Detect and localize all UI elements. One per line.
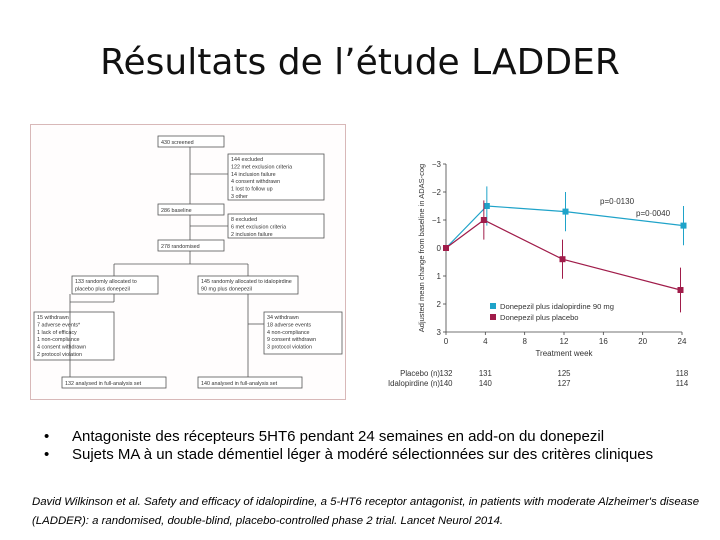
series-line	[446, 220, 681, 290]
excluded-text: 3 other	[231, 194, 248, 200]
y-tick-label: −2	[431, 188, 441, 197]
x-tick-label: 0	[443, 337, 449, 346]
bullet-text: Sujets MA à un stade démentiel léger à modéré sélectionnées sur des critères cliniques	[72, 446, 654, 463]
data-point	[678, 287, 684, 293]
at-risk-label: Idalopirdine (n)	[387, 379, 440, 388]
excluded-text: 144 excluded	[231, 157, 264, 163]
at-risk-label: Placebo (n)	[400, 369, 440, 378]
idalo-analysed-text: 140 analysed in full-analysis set	[201, 381, 278, 387]
screened-text: 430 screened	[161, 140, 194, 146]
adas-cog-chart	[346, 124, 695, 400]
placebo-withdrawn-text: 4 consent withdrawn	[37, 344, 87, 351]
idalo-withdrawn-text: 3 protocol violation	[267, 344, 312, 351]
legend-label: Donepezil plus placebo	[500, 313, 579, 322]
data-point	[560, 256, 566, 262]
idalo-withdrawn-text: 18 adverse events	[267, 322, 312, 329]
at-risk-value: 125	[557, 369, 571, 378]
excluded2-text: 2 inclusion failure	[231, 231, 273, 238]
bullet-dot: •	[44, 428, 50, 445]
excluded2-text: 8 excluded	[231, 217, 258, 223]
bullet-item	[44, 428, 684, 446]
x-tick-label: 20	[638, 337, 648, 346]
excluded-text: 4 consent withdrawn	[231, 179, 281, 186]
page-title: Résultats de l’étude LADDER	[100, 42, 620, 83]
placebo-withdrawn-text: 2 protocol violation	[37, 352, 82, 358]
at-risk-value: 118	[675, 369, 689, 378]
placebo-withdrawn-text: 15 withdrawn	[37, 315, 69, 321]
idalo-arm-text: 90 mg plus donepezil	[201, 286, 252, 293]
randomised-text: 278 randomised	[161, 244, 200, 250]
y-axis-label: Adjusted mean change from baseline in ADAS-cog	[417, 163, 426, 333]
data-point	[443, 245, 449, 251]
legend-label: Donepezil plus idalopirdine 90 mg	[500, 302, 614, 311]
placebo-arm-text: 133 randomly allocated to	[75, 279, 137, 285]
x-tick-label: 12	[559, 337, 569, 346]
x-tick-label: 16	[598, 337, 608, 346]
study-figure	[30, 124, 695, 400]
data-point	[563, 209, 569, 215]
idalo-arm-text: 145 randomly allocated to idalopirdine	[201, 279, 292, 285]
y-tick-label: 2	[436, 300, 441, 309]
at-risk-value: 114	[675, 379, 689, 388]
excluded-text: 122 met exclusion criteria	[231, 164, 293, 171]
bullet-text: Antagoniste des récepteurs 5HT6 pendant 24 semaines en add-on du donepezil	[72, 428, 605, 445]
legend-marker	[490, 303, 496, 309]
idalo-withdrawn-text: 9 consent withdrawn	[267, 337, 317, 344]
data-point	[484, 203, 490, 209]
at-risk-value: 140	[478, 379, 492, 388]
at-risk-value: 140	[439, 379, 453, 388]
excluded-text: 14 inclusion failure	[231, 171, 276, 178]
p-value-annotation: p=0·0130	[600, 197, 635, 206]
x-tick-label: 4	[483, 337, 488, 346]
p-value-annotation: p=0·0040	[636, 209, 671, 218]
legend-marker	[490, 314, 496, 320]
x-axis-label: Treatment week	[535, 349, 593, 358]
bullet-dot: •	[44, 446, 50, 463]
idalo-withdrawn-text: 4 non-compliance	[267, 329, 310, 336]
at-risk-value: 132	[439, 369, 453, 378]
x-tick-label: 24	[677, 337, 687, 346]
y-tick-label: −3	[431, 160, 441, 169]
y-tick-label: 0	[436, 244, 441, 253]
y-tick-label: −1	[431, 216, 441, 225]
idalo-withdrawn-text: 34 withdrawn	[267, 315, 299, 321]
placebo-arm-text: placebo plus donepezil	[75, 286, 130, 293]
y-tick-label: 1	[436, 272, 441, 281]
placebo-analysed-text: 132 analysed in full-analysis set	[65, 381, 142, 387]
excluded-text: 1 lost to follow up	[231, 186, 273, 193]
bullet-item	[44, 446, 684, 464]
placebo-withdrawn-text: 1 non-compliance	[37, 337, 80, 344]
placebo-withdrawn-text: 7 adverse events*	[37, 322, 81, 329]
baseline-text: 286 baseline	[161, 208, 192, 214]
data-point	[481, 217, 487, 223]
excluded2-text: 6 met exclusion criteria	[231, 224, 287, 231]
bullet-list	[44, 428, 684, 464]
at-risk-value: 127	[557, 379, 571, 388]
reference-citation: David Wilkinson et al. Safety and efficacy of idalopirdine, a 5-HT6 receptor antagonist, in patients with moderate Alzheimer's disease (LADDER): a randomised, double-blind, placebo-controlled phase 2 trial. Lancet Neurol 2014.	[32, 496, 700, 527]
y-tick-label: 3	[436, 328, 441, 337]
consort-flowchart	[30, 124, 346, 400]
placebo-withdrawn-text: 1 lack of efficacy	[37, 329, 77, 336]
at-risk-value: 131	[478, 369, 492, 378]
data-point	[681, 223, 687, 229]
x-tick-label: 8	[522, 337, 527, 346]
